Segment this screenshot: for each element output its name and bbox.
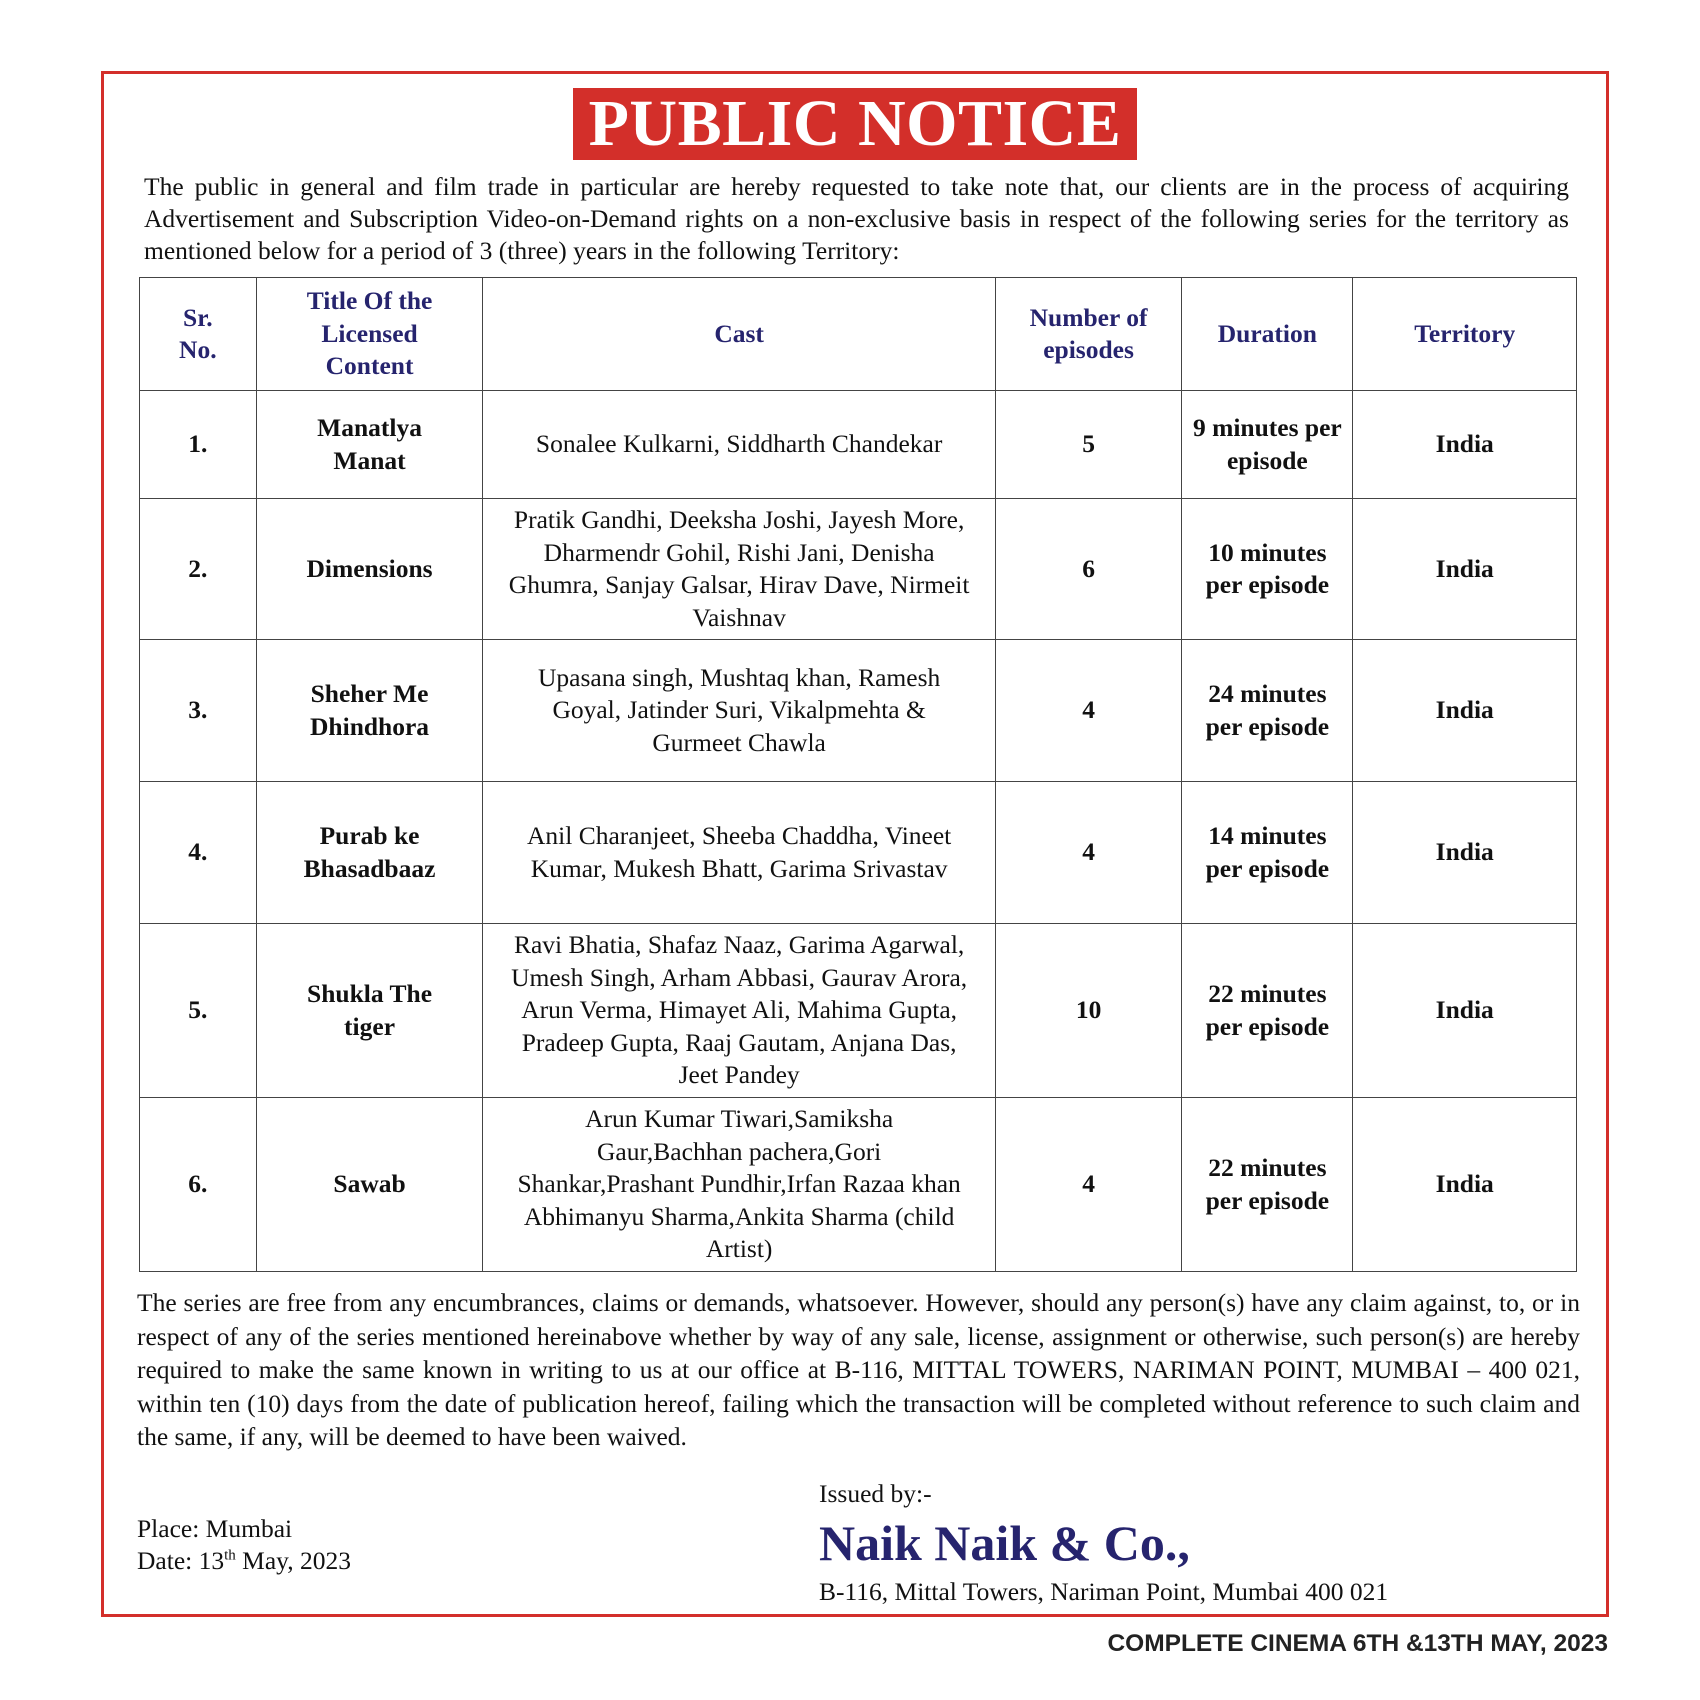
cell-cast: Upasana singh, Mushtaq khan, Ramesh Goyal, Jatinder Suri, Vikalpmehta & Gurmeet Chawla [483, 640, 995, 782]
cell-sr: 5. [140, 924, 257, 1098]
header-episodes: Number of episodes [995, 278, 1181, 391]
cell-territory: India [1353, 640, 1577, 782]
table-row [140, 499, 1577, 640]
table-row [140, 1098, 1577, 1272]
issued-by-label: Issued by:- [819, 1479, 932, 1508]
page-title: PUBLIC NOTICE [573, 88, 1138, 160]
cell-title: Shukla The tiger [256, 924, 483, 1098]
cell-episodes: 5 [995, 391, 1181, 499]
closing-paragraph: The series are free from any encumbrances, claims or demands, whatsoever. However, should any person(s) have any claim against, to, or in respect of any of the series mentioned hereinabove whether by way of any sale, license, assignment or otherwise, such person(s) are hereby required to make the same known in writing to us at our office at B-116, MITTAL TOWERS, NARIMAN POINT, MUMBAI – 400 021, within ten (10) days from the date of publication hereof, failing which the transaction will be completed without reference to such claim and the same, if any, will be deemed to have been waived. [137, 1288, 1580, 1451]
cell-cast: Sonalee Kulkarni, Siddharth Chandekar [483, 391, 995, 499]
header-territory: Territory [1353, 278, 1577, 391]
cell-title: Sawab [256, 1098, 483, 1272]
table-header-row [140, 278, 1577, 391]
notice-frame [101, 71, 1609, 1617]
table-row [140, 924, 1577, 1098]
cell-sr: 4. [140, 782, 257, 924]
cell-title: Sheher Me Dhindhora [256, 640, 483, 782]
cell-territory: India [1353, 499, 1577, 640]
cell-cast: Ravi Bhatia, Shafaz Naaz, Garima Agarwal, Umesh Singh, Arham Abbasi, Gaurav Arora, Arun Verma, Himayet Ali, Mahima Gupta, Pradeep Gupta, Raaj Gautam, Anjana Das, Jeet Pandey [483, 924, 995, 1098]
licensed-content-table [139, 277, 1577, 1272]
cell-territory: India [1353, 782, 1577, 924]
table-row [140, 640, 1577, 782]
cell-duration: 10 minutes per episode [1182, 499, 1353, 640]
cell-territory: India [1353, 391, 1577, 499]
cell-title: Manatlya Manat [256, 391, 483, 499]
cell-episodes: 4 [995, 782, 1181, 924]
cell-episodes: 4 [995, 1098, 1181, 1272]
cell-sr: 6. [140, 1098, 257, 1272]
cell-duration: 24 minutes per episode [1182, 640, 1353, 782]
table-row [140, 391, 1577, 499]
intro-paragraph: The public in general and film trade in particular are hereby requested to take note that, our clients are in the process of acquiring Advertisement and Subscription Video-on-Demand rights on a non-exclusive basis in respect of the following series for the territory as mentioned below for a period of 3 (three) years in the following Territory: [144, 172, 1569, 265]
firm-name: Naik Naik & Co., [819, 1515, 1190, 1571]
date-ordinal: th [224, 1547, 236, 1564]
cell-duration: 9 minutes per episode [1182, 391, 1353, 499]
title-wrap [104, 88, 1606, 160]
cell-sr: 2. [140, 499, 257, 640]
cell-cast: Arun Kumar Tiwari,Samiksha Gaur,Bachhan pachera,Gori Shankar,Prashant Pundhir,Irfan Razaa khan Abhimanyu Sharma,Ankita Sharma (child Artist) [483, 1098, 995, 1272]
cell-sr: 1. [140, 391, 257, 499]
header-cast: Cast [483, 278, 995, 391]
cell-duration: 14 minutes per episode [1182, 782, 1353, 924]
cell-duration: 22 minutes per episode [1182, 924, 1353, 1098]
date-prefix: Date: 13 [137, 1546, 225, 1575]
publication-footer: COMPLETE CINEMA 6TH &13TH MAY, 2023 [1107, 1630, 1608, 1657]
cell-episodes: 10 [995, 924, 1181, 1098]
cell-territory: India [1353, 924, 1577, 1098]
date-line [137, 1545, 351, 1577]
header-title: Title Of the Licensed Content [256, 278, 483, 391]
cell-cast: Pratik Gandhi, Deeksha Joshi, Jayesh More, Dharmendr Gohil, Rishi Jani, Denisha Ghumra, Sanjay Galsar, Hirav Dave, Nirmeit Vaishnav [483, 499, 995, 640]
place-date-block [137, 1513, 351, 1577]
cell-duration: 22 minutes per episode [1182, 1098, 1353, 1272]
place-line: Place: Mumbai [137, 1514, 293, 1543]
cell-episodes: 4 [995, 640, 1181, 782]
cell-episodes: 6 [995, 499, 1181, 640]
cell-territory: India [1353, 1098, 1577, 1272]
header-duration: Duration [1182, 278, 1353, 391]
date-suffix: May, 2023 [235, 1546, 351, 1575]
cell-title: Dimensions [256, 499, 483, 640]
header-sr-no: Sr. No. [140, 278, 257, 391]
firm-address: B-116, Mittal Towers, Nariman Point, Mumbai 400 021 [819, 1577, 1389, 1606]
cell-title: Purab ke Bhasadbaaz [256, 782, 483, 924]
table-row [140, 782, 1577, 924]
cell-sr: 3. [140, 640, 257, 782]
cell-cast: Anil Charanjeet, Sheeba Chaddha, Vineet Kumar, Mukesh Bhatt, Garima Srivastav [483, 782, 995, 924]
